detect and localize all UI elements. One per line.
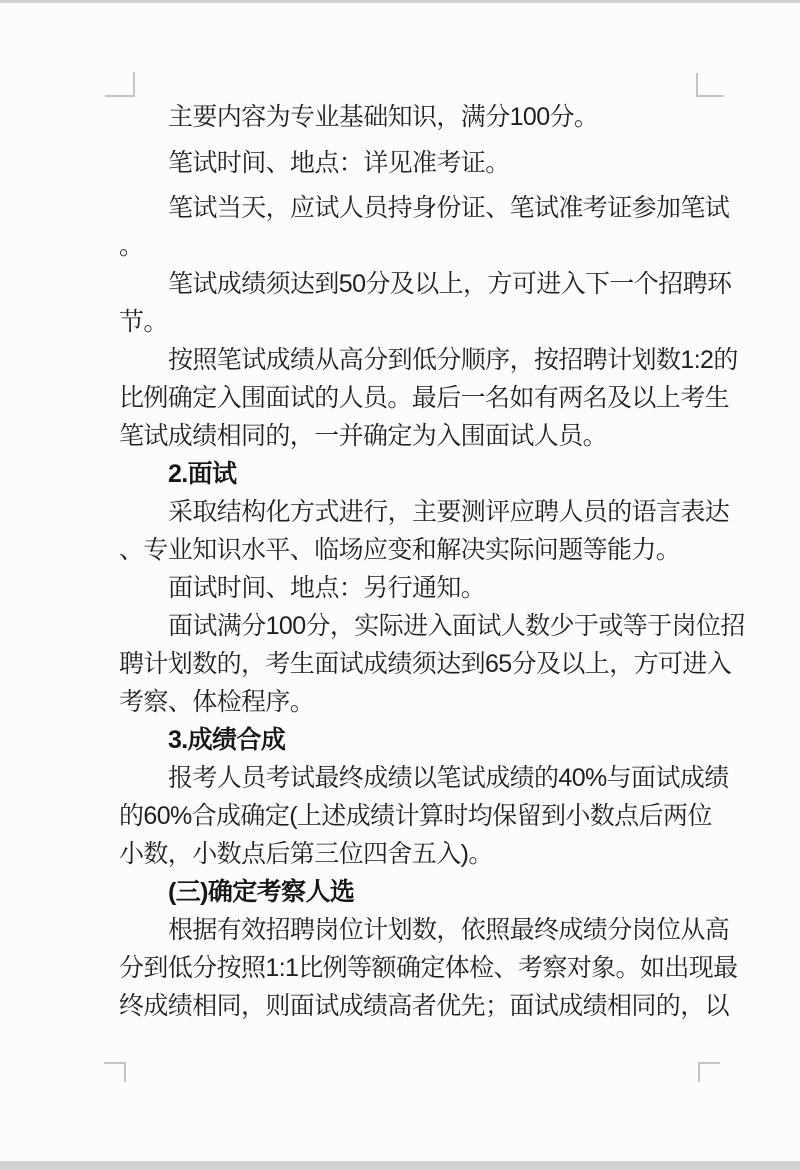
text-line: 。 xyxy=(119,232,144,260)
margin-corner-mark-bottom-left xyxy=(104,1062,126,1082)
heading-line: 2.面试 xyxy=(168,460,237,488)
top-edge-strip xyxy=(0,0,800,3)
text-line: 的60%合成确定(上述成绩计算时均保留到小数点后两位 xyxy=(119,802,712,830)
heading-line: (三)确定考察人选 xyxy=(168,878,355,906)
margin-corner-mark-bottom-right xyxy=(698,1062,720,1082)
text-line: 节。 xyxy=(119,308,168,336)
text-line: 终成绩相同，则面试成绩高者优先；面试成绩相同的，以 xyxy=(119,992,730,1020)
text-line: 笔试时间、地点：详见准考证。 xyxy=(168,149,510,177)
text-line: 面试满分100分，实际进入面试人数少于或等于岗位招 xyxy=(168,612,745,640)
text-line: 主要内容为专业基础知识，满分100分。 xyxy=(168,103,599,131)
text-line: 按照笔试成绩从高分到低分顺序，按招聘计划数1:2的 xyxy=(168,346,738,374)
margin-corner-mark-top-left xyxy=(105,72,135,97)
text-line: 笔试成绩须达到50分及以上，方可进入下一个招聘环 xyxy=(168,270,732,298)
margin-corner-mark-top-right xyxy=(696,73,724,97)
text-line: 、专业知识水平、临场应变和解决实际问题等能力。 xyxy=(119,536,681,564)
heading-line: 3.成绩合成 xyxy=(168,726,286,754)
text-body xyxy=(119,98,745,1025)
text-line: 根据有效招聘岗位计划数，依照最终成绩分岗位从高 xyxy=(168,916,730,944)
text-line: 比例确定入围面试的人员。最后一名如有两名及以上考生 xyxy=(119,384,730,412)
text-line: 采取结构化方式进行，主要测评应聘人员的语言表达 xyxy=(168,498,730,526)
bottom-edge-strip xyxy=(0,1161,800,1170)
text-line: 笔试成绩相同的，一并确定为入围面试人员。 xyxy=(119,422,608,450)
text-line: 分到低分按照1:1比例等额确定体检、考察对象。如出现最 xyxy=(119,954,738,982)
text-line: 面试时间、地点：另行通知。 xyxy=(168,574,486,602)
text-line: 笔试当天，应试人员持身份证、笔试准考证参加笔试 xyxy=(168,194,730,222)
text-line: 小数，小数点后第三位四舍五入)。 xyxy=(119,840,493,868)
text-line: 考察、体检程序。 xyxy=(119,688,315,716)
text-line: 聘计划数的，考生面试成绩须达到65分及以上，方可进入 xyxy=(119,650,732,678)
text-line: 报考人员考试最终成绩以笔试成绩的40%与面试成绩 xyxy=(168,764,729,792)
